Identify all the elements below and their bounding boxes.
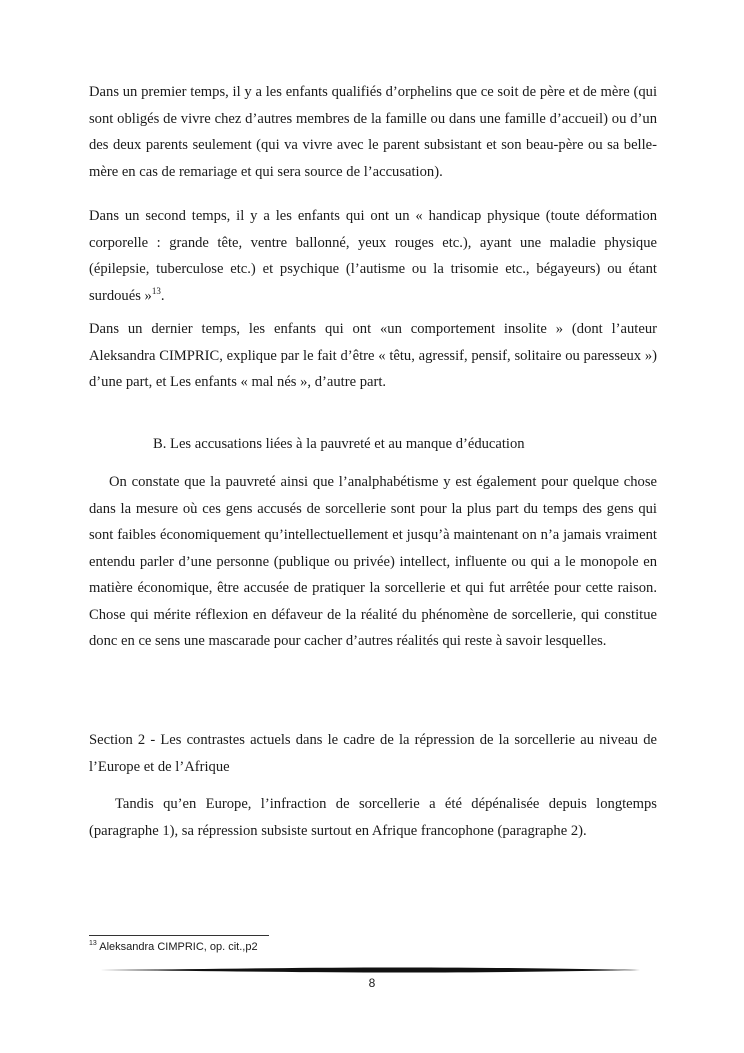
paragraph-behaviour: Dans un dernier temps, les enfants qui ont «un comportement insolite » (dont l’auteur Aleksandra CIMPRIC, explique par le fait d’être « têtu, agressif, pensif, solitaire ou paresseux ») d’une part, et Les enfants « mal nés », d’autre part. xyxy=(89,321,657,390)
page-number: 8 xyxy=(368,976,376,990)
paragraph-handicap xyxy=(89,203,657,309)
paragraph-orphans: Dans un premier temps, il y a les enfants qualifiés d’orphelins que ce soit de père et de mère (qui sont obligés de vivre chez d’autres membres de la famille ou dans une famille d’accueil) ou d’un des deux parents seulement (qui va vivre avec le parent subsistant et son beau-père ou sa belle-mère en cas de remariage et qui sera source de l’accusation). xyxy=(89,84,657,180)
footer-rule xyxy=(100,966,645,974)
paragraph-contrasts: Tandis qu’en Europe, l’infraction de sorcellerie a été dépénalisée depuis longtemps (paragraphe 1), sa répression subsiste surtout en Afrique francophone (paragraphe 2). xyxy=(89,796,657,839)
paragraph-handicap-end: . xyxy=(160,287,165,304)
paragraph-poverty: On constate que la pauvreté ainsi que l’analphabétisme y est également pour quelque chose dans la mesure où ces gens accusés de sorcellerie sont pour la plus part du temps des gens qui sont faibles économiquement qu’intellectuellement et jusqu’à maintenant on n’a jamais vraiment entendu parler d’une personne (publique ou privée) intellect, influente ou qui a le monopole en matière économique, être accusée de pratiquer la sorcellerie et qui fut arrêtée pour cette raison. Chose qui mérite réflexion en défaveur de la réalité du phénomène de sorcellerie, qui constitue donc en ce sens une mascarade pour cacher d’autres réalités qui reste à savoir lesquelles. xyxy=(89,474,657,649)
footnote-text: Aleksandra CIMPRIC, op. cit.,p2 xyxy=(96,941,258,953)
footnote-number: 13 xyxy=(89,940,97,947)
footnote xyxy=(89,938,258,956)
subheading-b: B. Les accusations liées à la pauvreté et au manque d’éducation xyxy=(153,436,525,452)
footnote-separator xyxy=(89,935,269,936)
section-2-title: Section 2 - Les contrastes actuels dans le cadre de la répression de la sorcellerie au niveau de l’Europe et de l’Afrique xyxy=(89,732,657,775)
footnote-reference[interactable]: 13 xyxy=(151,285,161,296)
paragraph-handicap-text: Dans un second temps, il y a les enfants qui ont un « handicap physique (toute déformation corporelle : grande tête, ventre ballonné, yeux rouges etc.), ayant une maladie physique (épilepsie, tuberculose etc.) et psychique (l’autisme ou la trisomie etc., bégayeurs) ou étant surdoués » xyxy=(89,208,657,304)
